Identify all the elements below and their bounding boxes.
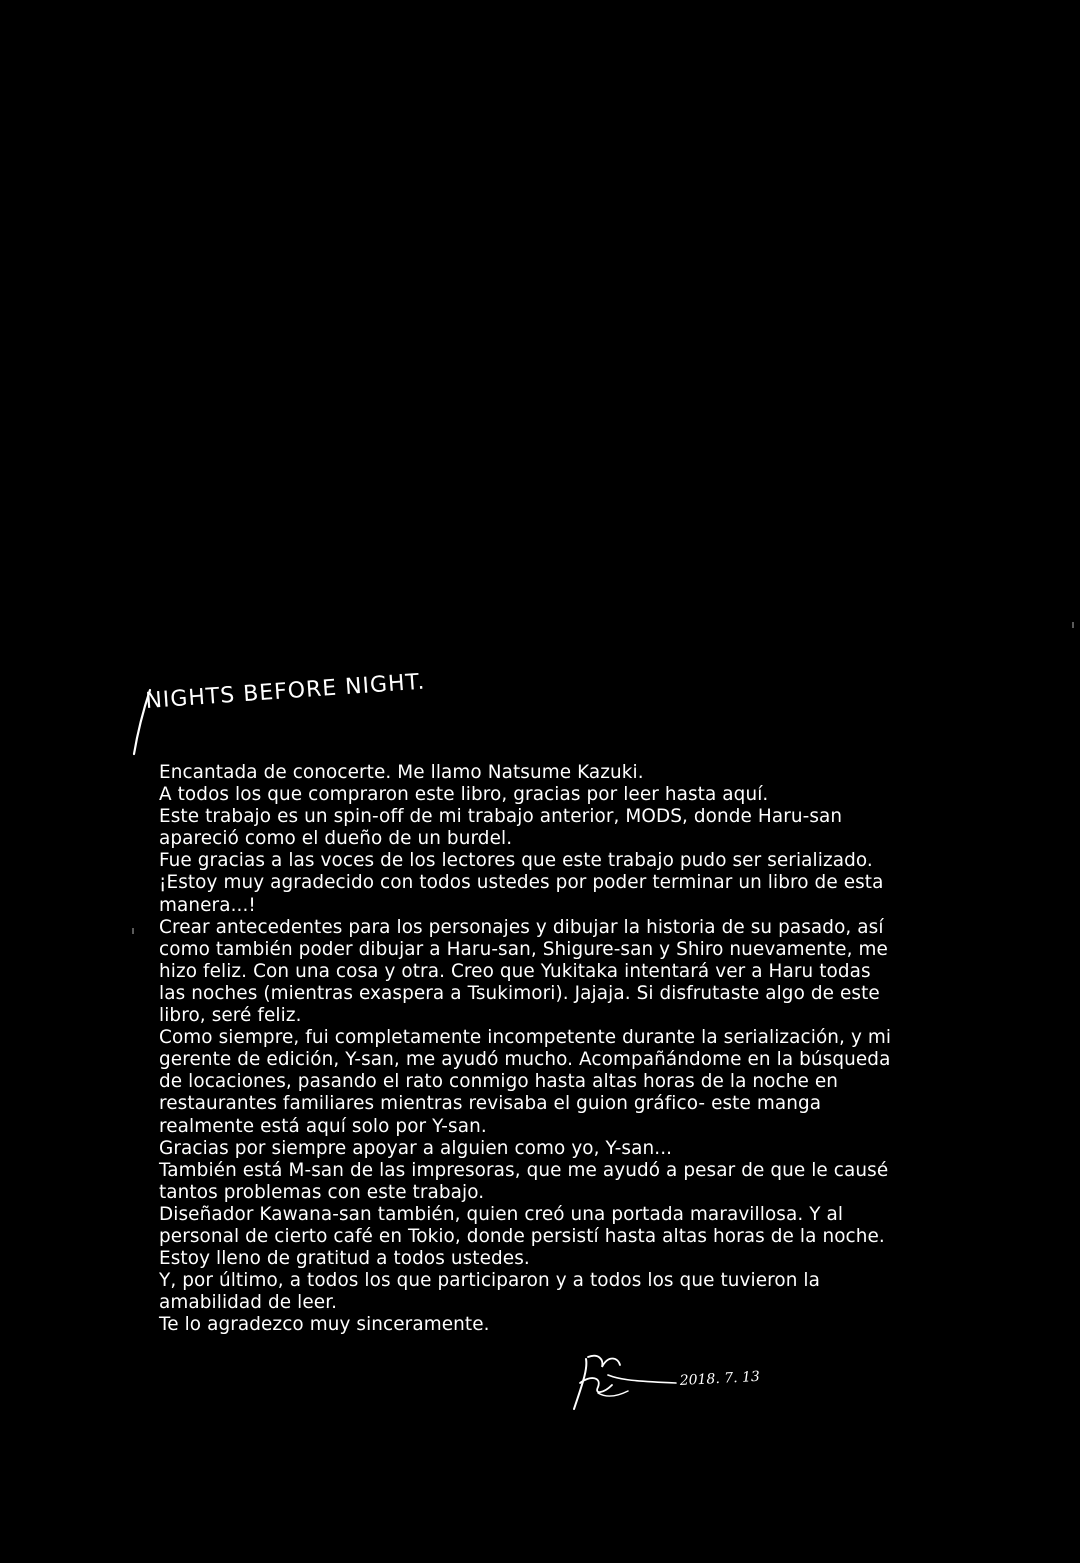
body-line: También está M-san de las impresoras, que me ayudó a pesar de que le causé xyxy=(159,1159,889,1181)
afterword-body xyxy=(159,762,959,1336)
body-line: las noches (mientras exaspera a Tsukimori). Jajaja. Si disfrutaste algo de este xyxy=(159,982,880,1004)
body-line: apareció como el dueño de un burdel. xyxy=(159,828,513,850)
body-line: ¡Estoy muy agradecido con todos ustedes por poder terminar un libro de esta xyxy=(159,872,884,894)
title-lettering xyxy=(128,668,508,760)
body-line: Diseñador Kawana-san también, quien creó una portada maravillosa. Y al xyxy=(159,1203,844,1225)
signature-date: 2018. 7. 13 xyxy=(679,1368,761,1389)
body-line: A todos los que compraron este libro, gracias por leer hasta aquí. xyxy=(159,784,769,806)
page-edge-mark xyxy=(1072,622,1074,628)
body-line: manera...! xyxy=(159,894,256,916)
body-line: Estoy lleno de gratitud a todos ustedes. xyxy=(159,1248,530,1270)
body-line: personal de cierto café en Tokio, donde persistí hasta altas horas de la noche. xyxy=(159,1225,885,1247)
body-line: tantos problemas con este trabajo. xyxy=(159,1181,485,1203)
title-text: NIGHTS BEFORE NIGHT. xyxy=(144,669,427,714)
body-line: gerente de edición, Y-san, me ayudó mucho. Acompañándome en la búsqueda xyxy=(159,1049,891,1071)
body-line: Este trabajo es un spin-off de mi trabajo anterior, MODS, donde Haru-san xyxy=(159,806,843,828)
body-line: hizo feliz. Con una cosa y otra. Creo que Yukitaka intentará ver a Haru todas xyxy=(159,960,871,982)
page-edge-mark xyxy=(132,928,134,934)
body-line: restaurantes familiares mientras revisaba el guion gráfico- este manga xyxy=(159,1093,822,1115)
body-line: libro, seré feliz. xyxy=(159,1005,302,1027)
body-line: Gracias por siempre apoyar a alguien como yo, Y-san... xyxy=(159,1137,673,1159)
body-line: Fue gracias a las voces de los lectores que este trabajo pudo ser serializado. xyxy=(159,850,873,872)
body-line: amabilidad de leer. xyxy=(159,1292,338,1314)
signature-mark xyxy=(568,1345,808,1417)
body-line: de locaciones, pasando el rato conmigo hasta altas horas de la noche en xyxy=(159,1071,838,1093)
body-line: Crear antecedentes para los personajes y dibujar la historia de su pasado, así xyxy=(159,916,884,938)
signature-block xyxy=(568,1345,808,1417)
body-line: Encantada de conocerte. Me llamo Natsume Kazuki. xyxy=(159,762,644,783)
handwritten-title xyxy=(128,668,508,760)
body-line: como también poder dibujar a Haru-san, Shigure-san y Shiro nuevamente, me xyxy=(159,938,888,960)
body-line: Te lo agradezco muy sinceramente. xyxy=(159,1314,490,1336)
body-line: Como siempre, fui completamente incompetente durante la serialización, y mi xyxy=(159,1027,892,1049)
body-line: Y, por último, a todos los que participaron y a todos los que tuvieron la xyxy=(159,1270,821,1292)
body-line: realmente está aquí solo por Y-san. xyxy=(159,1115,487,1137)
